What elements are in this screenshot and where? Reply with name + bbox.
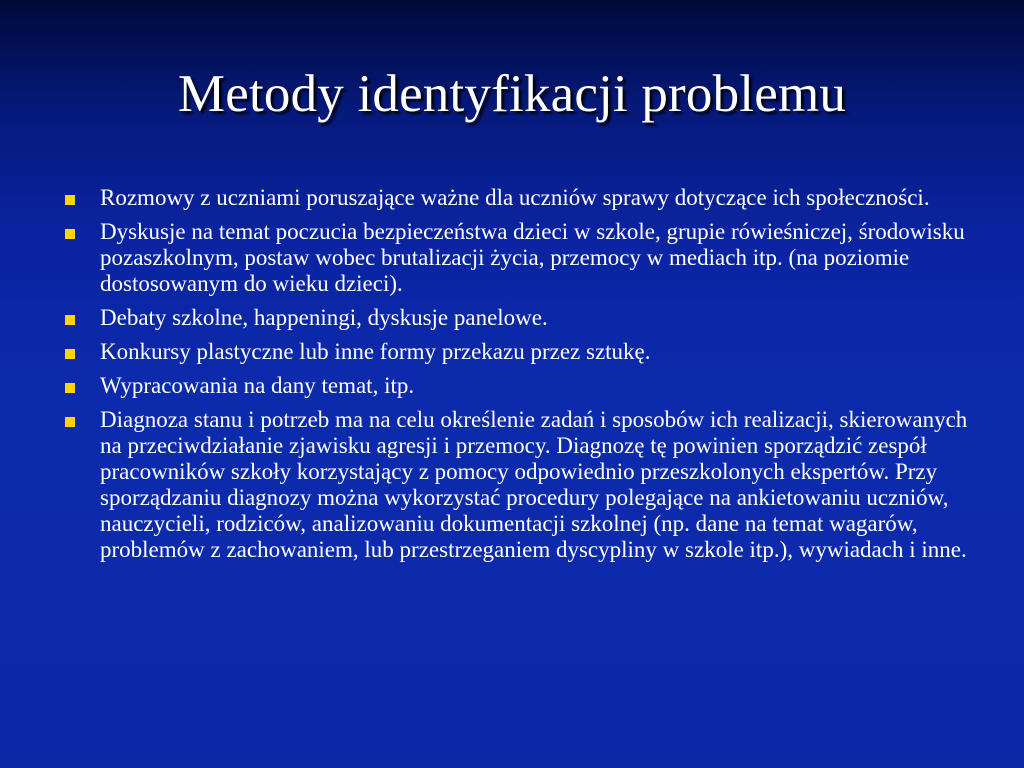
square-bullet-icon — [65, 315, 75, 325]
bullet-text: Wypracowania na dany temat, itp. — [100, 373, 415, 398]
bullet-text: Dyskusje na temat poczucia bezpieczeństwa dzieci w szkole, grupie rówieśniczej, środowisku pozaszkolnym, postaw wobec brutalizacji życia, przemocy w mediach itp. (na poziomie dostosowanym do wieku dzieci). — [100, 219, 965, 296]
bullet-text: Konkursy plastyczne lub inne formy przekazu przez sztukę. — [100, 339, 651, 364]
list-item — [60, 305, 970, 331]
bullet-text: Diagnoza stanu i potrzeb ma na celu określenie zadań i sposobów ich realizacji, skierowanych na przeciwdziałanie zjawisku agresji i przemocy. Diagnozę tę powinien sporządzić zespół pracowników szkoły korzystający z pomocy odpowiednio przeszkolonych ekspertów. Przy sporządzaniu diagnozy można wykorzystać procedury polegające na ankietowaniu uczniów, nauczycieli, rodziców, analizowaniu dokumentacji szkolnej (np. dane na temat wagarów, problemów z zachowaniem, lub przestrzeganiem dyscypliny w szkole itp.), wywiadach i inne. — [100, 407, 968, 562]
bullet-text: Debaty szkolne, happeningi, dyskusje panelowe. — [100, 305, 548, 330]
square-bullet-icon — [65, 195, 75, 205]
square-bullet-icon — [65, 383, 75, 393]
square-bullet-icon — [65, 349, 75, 359]
square-bullet-icon — [65, 229, 75, 239]
square-bullet-icon — [65, 417, 75, 427]
list-item — [60, 373, 970, 399]
list-item — [60, 185, 970, 211]
list-item — [60, 219, 970, 297]
list-item — [60, 339, 970, 365]
slide-title: Metody identyfikacji problemu — [177, 65, 847, 123]
bullet-list — [60, 185, 970, 571]
bullet-text: Rozmowy z uczniami poruszające ważne dla uczniów sprawy dotyczące ich społeczności. — [100, 185, 930, 210]
list-item — [60, 407, 970, 563]
